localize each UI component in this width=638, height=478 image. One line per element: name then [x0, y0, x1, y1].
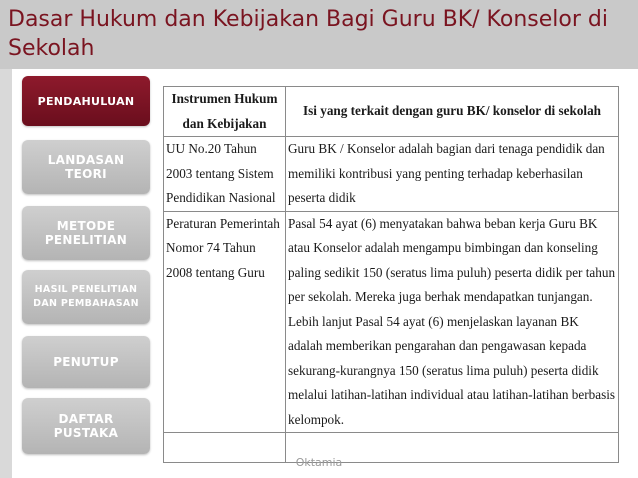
slide-title: Dasar Hukum dan Kebijakan Bagi Guru BK/ Konselor di Sekolah: [8, 7, 608, 61]
nav-penutup-button[interactable]: [22, 336, 150, 388]
nav-metode-penelitian-label: METODE PENELITIAN: [44, 219, 128, 247]
table-header-row: [164, 87, 619, 137]
table-cell-instrument: Peraturan Pemerintah Nomor 74 Tahun 2008 tentang Guru: [164, 211, 286, 433]
nav-penutup-label: PENUTUP: [53, 355, 119, 369]
nav-pendahuluan-label: PENDAHULUAN: [37, 94, 135, 108]
nav-hasil-penelitian-label: HASIL PENELITIAN DAN PEMBAHASAN: [33, 284, 139, 309]
nav-daftar-pustaka-label: DAFTAR PUSTAKA: [53, 412, 119, 440]
nav-metode-penelitian-button[interactable]: [22, 206, 150, 260]
nav-hasil-penelitian-button[interactable]: [22, 270, 150, 324]
legal-basis-table: [163, 86, 619, 463]
title-bar: [0, 0, 638, 69]
footer-author: Oktamia: [295, 456, 343, 469]
table-cell-content: Guru BK / Konselor adalah bagian dari tenaga pendidik dan memiliki kontribusi yang penting terhadap keberhasilan peserta didik: [286, 137, 619, 212]
table-row: [164, 137, 619, 212]
table-cell-instrument: UU No.20 Tahun 2003 tentang Sistem Pendidikan Nasional: [164, 137, 286, 212]
table-header-cell: Instrumen Hukum dan Kebijakan: [164, 87, 286, 137]
nav-landasan-teori-button[interactable]: [22, 140, 150, 194]
table-header-cell: Isi yang terkait dengan guru BK/ konselor di sekolah: [286, 87, 619, 137]
table-cell-content: Pasal 54 ayat (6) menyatakan bahwa beban kerja Guru BK atau Konselor adalah mengampu bimbingan dan konseling paling sedikit 150 (seratus lima puluh) peserta didik per tahun per sekolah. Mereka juga berhak mendapatkan tunjangan. Lebih lanjut Pasal 54 ayat (6) menjelaskan layanan BK adalah memberikan pengarahan dan pengawasan kepada sekurang-kurangnya 150 (seratus lima puluh) peserta didik melalui latihan-latihan individual atau latihan-latihan berbasis kelompok.: [286, 211, 619, 433]
nav-daftar-pustaka-button[interactable]: [22, 398, 150, 454]
nav-pendahuluan-button[interactable]: [22, 76, 150, 126]
left-decor-strip: [0, 69, 12, 478]
nav-landasan-teori-label: LANDASAN TEORI: [47, 153, 125, 181]
table-row: [164, 211, 619, 433]
